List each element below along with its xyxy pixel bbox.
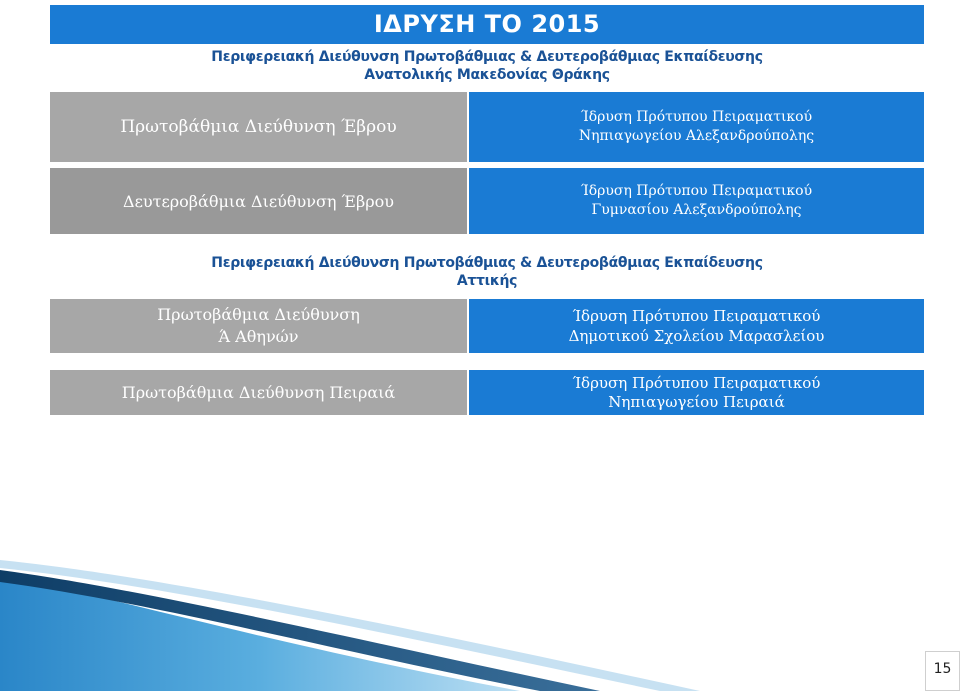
section1-heading	[50, 48, 924, 84]
foundation-line1: Ίδρυση Πρότυπου Πειραματικού	[580, 109, 813, 125]
foundation-line2: Δημοτικού Σχολείου Μαρασλείου	[568, 327, 825, 345]
foundation-box-gymnasium-alexandroupoli	[469, 168, 924, 234]
foundation-box-kindergarten-piraeus	[469, 370, 924, 415]
directorate-label-line2: Ά Αθηνών	[218, 327, 299, 346]
foundation-line1: Ίδρυση Πρότυπου Πειραματικού	[580, 183, 813, 199]
foundation-line2: Νηπιαγωγείου Πειραιά	[608, 392, 785, 411]
directorate-label-line1: Πρωτοβάθμια Διεύθυνση	[157, 305, 360, 324]
foundation-line2: Νηπιαγωγείου Αλεξανδρούπολης	[578, 128, 815, 144]
foundation-line1: Ίδρυση Πρότυπου Πειραματικού	[572, 307, 821, 325]
page-number: 15	[925, 651, 960, 691]
directorate-label: Πρωτοβάθμια Διεύθυνση Έβρου	[120, 117, 397, 137]
directorate-box-primary-athens-a	[50, 299, 467, 353]
directorate-label: Πρωτοβάθμια Διεύθυνση Πειραιά	[121, 383, 396, 402]
foundation-line2: Γυμνασίου Αλεξανδρούπολης	[591, 202, 802, 218]
decorative-wave-graphic	[0, 560, 960, 691]
section2-heading	[50, 254, 924, 290]
slide-title: ΙΔΡΥΣΗ ΤΟ 2015	[50, 5, 924, 44]
foundation-line1: Ίδρυση Πρότυπου Πειραματικού	[572, 373, 821, 392]
directorate-box-secondary-evros	[50, 168, 467, 234]
section1-heading-line1: Περιφερειακή Διεύθυνση Πρωτοβάθμιας & Δευτεροβάθμιας Εκπαίδευσης	[211, 49, 763, 65]
section1-heading-line2: Ανατολικής Μακεδονίας Θράκης	[364, 67, 610, 83]
foundation-box-kindergarten-alexandroupoli	[469, 92, 924, 162]
section2-heading-line1: Περιφερειακή Διεύθυνση Πρωτοβάθμιας & Δευτεροβάθμιας Εκπαίδευσης	[211, 255, 763, 271]
directorate-box-primary-evros	[50, 92, 467, 162]
directorate-box-primary-piraeus	[50, 370, 467, 415]
foundation-box-primary-marasleio	[469, 299, 924, 353]
section2-heading-line2: Αττικής	[456, 273, 518, 289]
directorate-label: Δευτεροβάθμια Διεύθυνση Έβρου	[123, 191, 394, 211]
